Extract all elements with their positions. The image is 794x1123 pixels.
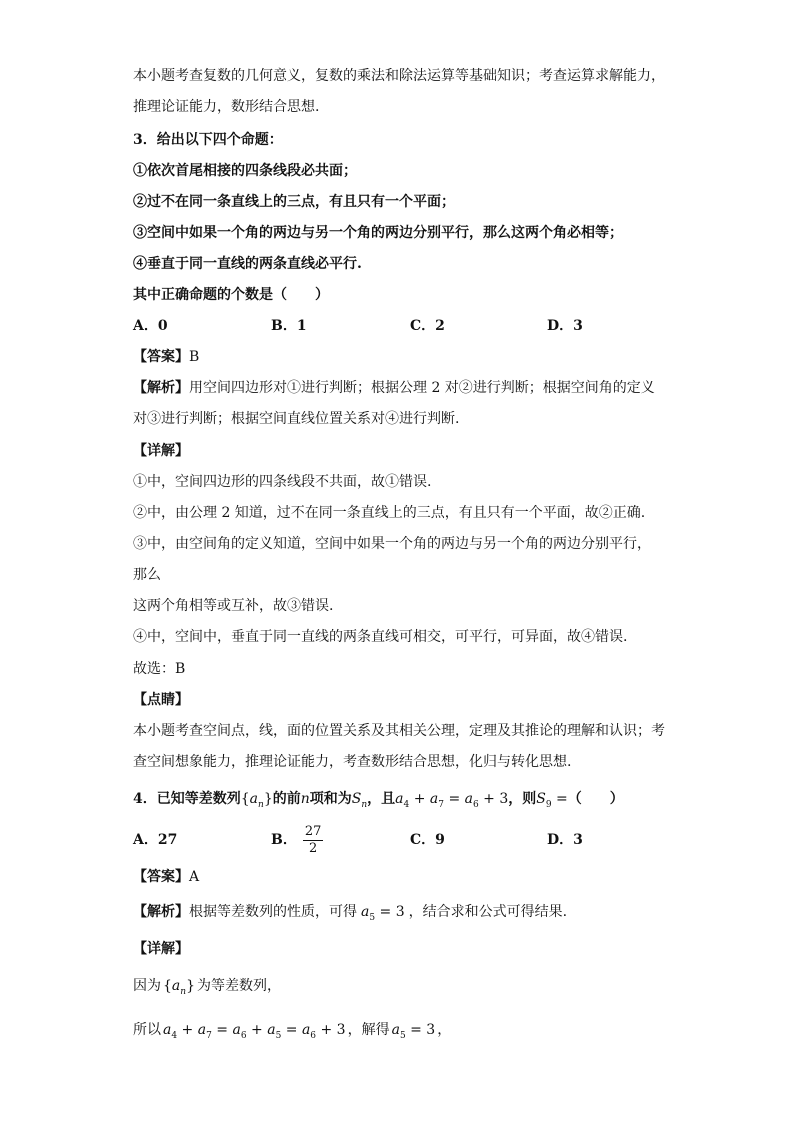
detail-text-b: ，解得 (347, 1022, 390, 1038)
q3-analysis-2: 对③进行判断；根据空间直线位置关系对④进行判断. (133, 411, 460, 427)
q3-proposition-2: ②过不在同一条直线上的三点，有且只有一个平面； (133, 194, 455, 210)
q3-option-a: A．0 (133, 318, 168, 334)
answer-value: A (189, 869, 200, 885)
q4-answer (133, 867, 199, 887)
detail-text-a: 所以 (133, 1022, 161, 1038)
q3-option-b: B．1 (271, 318, 307, 334)
detail-text-a: 因为 (133, 978, 161, 994)
detail-text-b: 为等差数列， (197, 978, 281, 994)
q4-option-c: C．9 (410, 832, 445, 848)
q4-stem-c: 项和为 (309, 791, 352, 807)
q3-analysis-1 (133, 378, 655, 398)
q4-stem-d: ，且 (367, 791, 396, 807)
q3-proposition-4: ④垂直于同一直线的两条直线必平行. (133, 256, 362, 272)
q3-detail-3a: ③中，由空间角的定义知道，空间中如果一个角的两边与另一个角的两边分别平行， (133, 536, 651, 552)
q3-comment-1: 本小题考查空间点，线，面的位置关系及其相关公理，定理及其推论的理解和认识；考 (133, 723, 665, 739)
answer-value: B (189, 349, 200, 365)
fraction (303, 824, 324, 857)
q3-proposition-3: ③空间中如果一个角的两边与另一个角的两边分别平行，那么这两个角必相等； (133, 225, 623, 241)
math-sn: $S_n$ (351, 791, 368, 810)
fraction-numerator: 27 (304, 823, 322, 839)
math-a5: $a_5 = 3$ (391, 1022, 436, 1041)
math-seq-an: $\{a_n\}$ (163, 978, 195, 997)
q3-option-c: C．2 (410, 318, 445, 334)
q4-stem-a: 4．已知等差数列 (133, 791, 241, 807)
q3-detail-1: ①中，空间四边形的四条线段不共面，故①错误. (133, 474, 432, 490)
math-seq-an: $\{a_n\}$ (240, 791, 273, 810)
q3-comment-tag: 【点睛】 (133, 692, 189, 708)
q3-choice: 故选：B (133, 661, 186, 677)
q3-answer (133, 347, 199, 367)
q3-stem: 3．给出以下四个命题： (133, 132, 283, 148)
math-a5: $a_5 = 3$ (361, 904, 405, 923)
q3-detail-3b: 那么 (133, 567, 161, 583)
q3-question: 其中正确命题的个数是（ ） (133, 287, 329, 303)
analysis-text-b: ，结合求和公式可得结果. (408, 904, 568, 920)
q4-stem-b: 的前 (272, 791, 301, 807)
answer-tag: 【答案】 (133, 869, 189, 885)
intro-line-1: 本小题考查复数的几何意义，复数的乘法和除法运算等基础知识；考查运算求解能力， (133, 68, 665, 84)
q4-detail-tag: 【详解】 (133, 941, 189, 957)
q4-detail-2 (133, 1020, 451, 1046)
math-equation: $a_4 + a_7 = a_6 + a_5 = a_6 + 3$ (163, 1022, 346, 1041)
q3-comment-2: 查空间想象能力，推理论证能力，考查数形结合思想，化归与转化思想. (133, 754, 572, 770)
math-n: n (300, 791, 310, 807)
q3-detail-4: ④中，空间中，垂直于同一直线的两条直线可相交，可平行，可异面，故④错误. (133, 629, 628, 645)
q3-proposition-1: ①依次首尾相接的四条线段必共面； (133, 163, 357, 179)
q3-option-d: D．3 (547, 318, 583, 334)
q4-option-b (271, 822, 323, 858)
q3-detail-2: ②中，由公理 2 知道，过不在同一条直线上的三点，有且只有一个平面，故②正确. (133, 505, 646, 521)
answer-tag: 【答案】 (133, 349, 189, 365)
q3-detail-tag: 【详解】 (133, 443, 189, 459)
detail-text-c: ， (437, 1022, 452, 1038)
q4-option-a: A．27 (133, 832, 178, 848)
math-s9: $S_9$ = (536, 791, 568, 810)
q4-analysis (133, 902, 567, 928)
analysis-tag: 【解析】 (133, 380, 189, 396)
q4-option-d: D．3 (547, 832, 583, 848)
analysis-text-a: 根据等差数列的性质，可得 (189, 904, 357, 920)
math-condition: $a_4 + a_7 = a_6 + 3$ (395, 791, 509, 810)
analysis-text: 用空间四边形对①进行判断；根据公理 2 对②进行判断；根据空间角的定义 (189, 380, 655, 396)
q3-detail-3c: 这两个角相等或互补，故③错误. (133, 598, 334, 614)
q4-stem (133, 789, 624, 815)
q4-stem-e: ，则 (508, 791, 537, 807)
q4-detail-1 (133, 976, 281, 1002)
q4-option-b-label: B． (271, 832, 297, 848)
q4-stem-f: （ ） (567, 791, 624, 807)
analysis-tag: 【解析】 (133, 904, 189, 920)
fraction-denominator: 2 (308, 840, 318, 856)
intro-line-2: 推理论证能力，数形结合思想. (133, 99, 320, 115)
